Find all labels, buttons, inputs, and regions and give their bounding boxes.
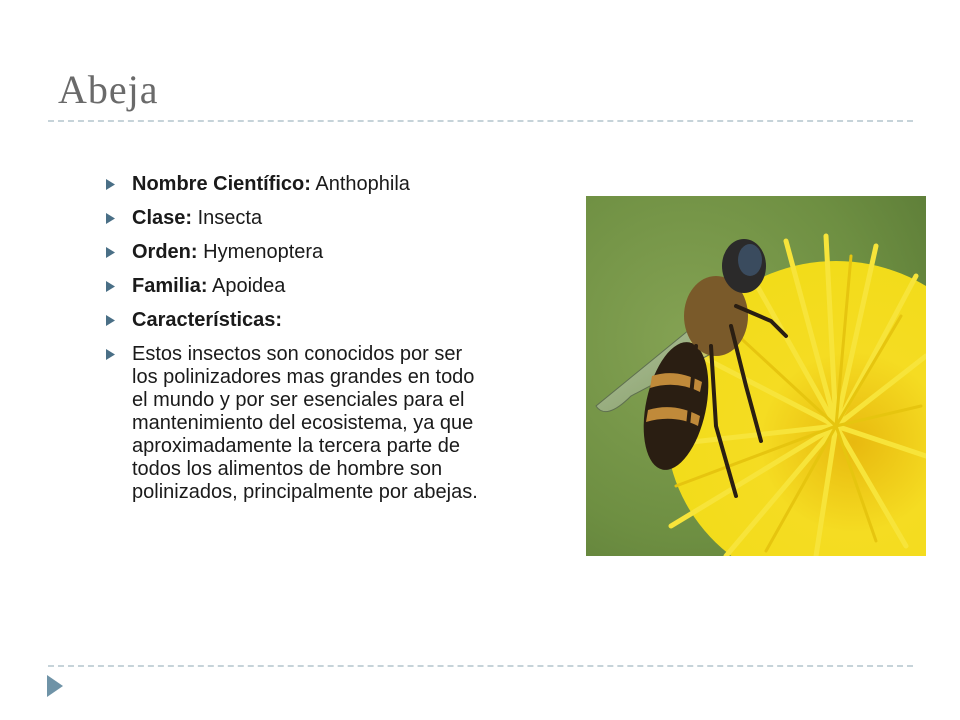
bullet-label: Orden: (132, 241, 198, 263)
corner-triangle-icon (47, 675, 63, 697)
bee-on-flower-image (586, 196, 926, 556)
bullet-arrow-icon (106, 213, 115, 224)
bullet-arrow-icon (106, 247, 115, 258)
bullet-text: Anthophila (310, 173, 410, 195)
bullet-item-clase (105, 207, 485, 230)
bullet-label: Características: (132, 309, 283, 331)
bullet-item-descripcion (105, 343, 485, 504)
bullet-item-orden (105, 241, 485, 264)
bee-photo (586, 196, 926, 556)
footer-divider (48, 665, 913, 667)
bullet-label: Clase: (132, 207, 193, 229)
bullet-text: Insecta (192, 207, 263, 229)
title-divider (48, 120, 913, 122)
bullet-text: Estos insectos son conocidos por ser los polinizadores mas grandes en todo el mundo y por ser esenciales para el mantenimiento del ecosistema, ya que aproximadamente la tercera parte de todos los alimentos de hombre son polinizados, principalmente por abejas. (132, 343, 478, 503)
slide-title: Abeja (58, 67, 159, 112)
bullet-label: Familia: (132, 275, 208, 297)
bullet-arrow-icon (106, 315, 115, 326)
bullet-text: Hymenoptera (197, 241, 324, 263)
bullet-arrow-icon (106, 179, 115, 190)
bullet-item-familia (105, 275, 485, 298)
bullet-label: Nombre Científico: (132, 173, 311, 195)
bullet-arrow-icon (106, 349, 115, 360)
bullet-arrow-icon (106, 281, 115, 292)
bullet-text: Apoidea (207, 275, 286, 297)
bullet-item-nombre-cientifico (105, 173, 485, 196)
bullet-list (105, 173, 485, 515)
bullet-item-caracteristicas (105, 309, 485, 332)
